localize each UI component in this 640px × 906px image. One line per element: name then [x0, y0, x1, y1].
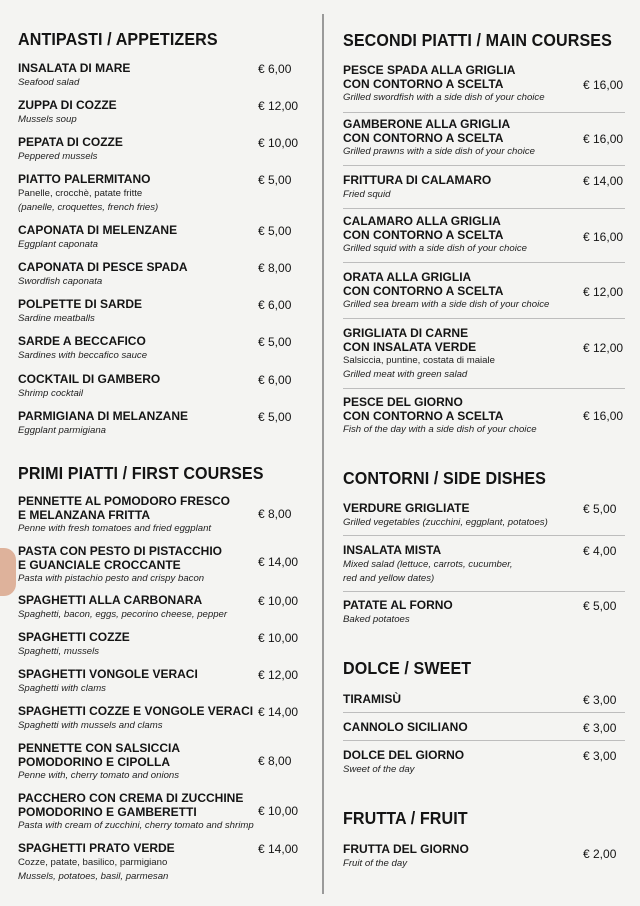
item-desc: Panelle, crocchè, patate fritte: [18, 187, 143, 199]
item-name: INSALATA MISTA: [343, 543, 442, 557]
menu-item: [343, 843, 625, 871]
item-desc: Peppered mussels: [18, 150, 98, 162]
item-price: € 5,00: [583, 502, 617, 516]
item-desc: Grilled prawns with a side dish of your choice: [343, 146, 535, 157]
item-price: € 6,00: [258, 298, 292, 312]
item-name: SPAGHETTI COZZE: [18, 630, 130, 644]
item-desc: Grilled swordfish with a side dish of your choice: [343, 92, 545, 103]
item-separator: [343, 712, 625, 713]
item-price: € 3,00: [583, 721, 617, 735]
menu-item: [18, 298, 303, 326]
item-separator: [343, 318, 625, 319]
item-desc: Fish of the day with a side dish of your choice: [343, 424, 537, 435]
item-desc: Sardines with beccafico sauce: [18, 349, 148, 361]
item-desc: Spaghetti with mussels and clams: [18, 719, 163, 731]
item-price: € 14,00: [583, 174, 624, 188]
item-name: VERDURE GRIGLIATE: [343, 501, 470, 515]
item-name: GAMBERONE ALLA GRIGLIA: [343, 117, 511, 131]
menu-item: [18, 668, 303, 696]
item-name: INSALATA DI MARE: [18, 61, 131, 75]
item-separator: [343, 740, 625, 741]
item-price: € 3,00: [583, 749, 617, 763]
item-desc: Fruit of the day: [343, 857, 407, 869]
item-name: DOLCE DEL GIORNO: [343, 748, 465, 762]
item-desc: Sardine meatballs: [18, 312, 95, 324]
item-desc: Eggplant parmigiana: [18, 424, 107, 436]
section-title-antipasti: ANTIPASTI / APPETIZERS: [18, 29, 218, 49]
item-desc: Spaghetti, mussels: [18, 645, 100, 657]
item-name: SPAGHETTI PRATO VERDE: [18, 841, 175, 855]
menu-item: [343, 174, 625, 202]
item-price: € 3,00: [583, 693, 617, 707]
item-price: € 14,00: [258, 842, 299, 856]
item-price: € 5,00: [258, 173, 292, 187]
item-desc: Penne with fresh tomatoes and fried eggplant: [18, 523, 212, 534]
item-name: ZUPPA DI COZZE: [18, 98, 117, 112]
finger-shadow: [0, 548, 16, 596]
item-desc-translation: Mussels, potatoes, basil, parmesan: [18, 870, 169, 882]
item-price: € 5,00: [258, 335, 292, 349]
menu-item: [343, 749, 625, 777]
item-desc: Pasta with cream of zucchini, cherry tomato and shrimp: [18, 820, 254, 831]
item-price: € 16,00: [583, 409, 624, 423]
item-desc: Grilled vegetables (zucchini, eggplant, potatoes): [343, 516, 548, 528]
item-separator: [343, 208, 625, 209]
menu-item: [343, 544, 625, 586]
item-price: € 14,00: [258, 705, 299, 719]
menu-item: [343, 327, 625, 382]
item-desc: Sweet of the day: [343, 763, 415, 775]
menu-item: [18, 594, 303, 622]
item-name: CAPONATA DI MELENZANE: [18, 223, 178, 237]
item-desc: Cozze, patate, basilico, parmigiano: [18, 856, 168, 868]
item-desc: Spaghetti, bacon, eggs, pecorino cheese, pepper: [18, 608, 228, 620]
menu-item: [343, 118, 625, 159]
item-price: € 12,00: [583, 341, 624, 355]
item-desc: Grilled squid with a side dish of your choice: [343, 243, 527, 254]
menu-item: [18, 842, 303, 884]
item-price: € 10,00: [258, 631, 299, 645]
item-price: € 14,00: [258, 555, 299, 569]
item-name: PATATE AL FORNO: [343, 598, 453, 612]
menu-item: [18, 173, 303, 215]
item-name-line2: CON CONTORNO A SCELTA: [343, 76, 504, 91]
item-price: € 16,00: [583, 132, 624, 146]
item-separator: [343, 535, 625, 536]
item-desc-translation: Grilled meat with green salad: [343, 369, 468, 380]
item-name: PESCE DEL GIORNO: [343, 395, 463, 409]
item-name: PENNETTE CON SALSICCIA: [18, 741, 181, 755]
menu-item: [18, 373, 303, 401]
item-price: € 5,00: [258, 410, 292, 424]
menu-item: [343, 502, 625, 530]
item-name: SPAGHETTI COZZE E VONGOLE VERACI: [18, 704, 254, 718]
menu-item: [18, 410, 303, 438]
section-title-secondi: SECONDI PIATTI / MAIN COURSES: [343, 30, 612, 50]
item-name-line2: CON CONTORNO A SCELTA: [343, 227, 504, 242]
item-desc-line2: red and yellow dates): [343, 572, 435, 584]
item-name: CAPONATA DI PESCE SPADA: [18, 260, 188, 274]
item-price: € 5,00: [258, 224, 292, 238]
item-price: € 6,00: [258, 62, 292, 76]
section-title-contorni: CONTORNI / SIDE DISHES: [343, 468, 547, 488]
item-desc: Pasta with pistachio pesto and crispy bacon: [18, 573, 205, 584]
item-name: POLPETTE DI SARDE: [18, 297, 143, 311]
item-name: PACCHERO CON CREMA DI ZUCCHINE: [18, 791, 244, 805]
item-name: PEPATA DI COZZE: [18, 135, 123, 149]
item-desc: Penne with, cherry tomato and onions: [18, 770, 180, 781]
item-desc: Seafood salad: [18, 76, 80, 88]
menu-item: [343, 721, 625, 735]
item-desc: Eggplant caponata: [18, 238, 99, 250]
item-desc: Salsiccia, puntine, costata di maiale: [343, 355, 495, 366]
item-desc: Spaghetti with clams: [18, 682, 106, 694]
item-price: € 8,00: [258, 507, 292, 521]
item-name-line2: POMODORINO E GAMBERETTI: [18, 804, 197, 819]
item-separator: [343, 262, 625, 263]
item-name: PESCE SPADA ALLA GRIGLIA: [343, 63, 516, 77]
item-name-line2: CON CONTORNO A SCELTA: [343, 408, 504, 423]
item-name: PENNETTE AL POMODORO FRESCO: [18, 494, 231, 508]
section-title-frutta: FRUTTA / FRUIT: [343, 808, 468, 828]
menu-item: [18, 495, 303, 536]
menu-item: [343, 215, 625, 256]
item-name: COCKTAIL DI GAMBERO: [18, 372, 161, 386]
item-desc: Grilled sea bream with a side dish of your choice: [343, 299, 550, 310]
menu-item: [18, 261, 303, 289]
menu-item: [18, 742, 303, 783]
item-desc-translation: (panelle, croquettes, french fries): [18, 201, 159, 213]
menu-item: [18, 99, 303, 127]
item-name: GRIGLIATA DI CARNE: [343, 326, 469, 340]
item-price: € 5,00: [583, 599, 617, 613]
item-name-line2: CON INSALATA VERDE: [343, 339, 477, 354]
item-name: CANNOLO SICILIANO: [343, 720, 468, 734]
column-divider: [322, 14, 324, 894]
item-name-line2: CON CONTORNO A SCELTA: [343, 130, 504, 145]
menu-item: [343, 599, 625, 627]
menu-item: [18, 62, 303, 90]
section-title-primi: PRIMI PIATTI / FIRST COURSES: [18, 463, 264, 483]
item-price: € 12,00: [583, 285, 624, 299]
item-price: € 2,00: [583, 847, 617, 861]
item-price: € 10,00: [258, 594, 299, 608]
menu-item: [18, 224, 303, 252]
menu-item: [18, 545, 303, 586]
item-price: € 6,00: [258, 373, 292, 387]
item-name: TIRAMISÙ: [343, 692, 401, 706]
item-name-line2: CON CONTORNO A SCELTA: [343, 283, 504, 298]
item-name-line2: E GUANCIALE CROCCANTE: [18, 557, 181, 572]
menu-item: [343, 396, 625, 437]
item-name: SARDE A BECCAFICO: [18, 334, 146, 348]
item-price: € 8,00: [258, 754, 292, 768]
item-name: FRUTTA DEL GIORNO: [343, 842, 469, 856]
item-desc: Fried squid: [343, 188, 391, 200]
item-price: € 10,00: [258, 804, 299, 818]
menu-item: [343, 271, 625, 312]
item-name: FRITTURA DI CALAMARO: [343, 173, 492, 187]
item-separator: [343, 388, 625, 389]
menu-item: [18, 705, 303, 733]
item-price: € 16,00: [583, 230, 624, 244]
section-title-dolce: DOLCE / SWEET: [343, 658, 472, 678]
item-desc: Baked potatoes: [343, 613, 410, 625]
menu-item: [18, 792, 303, 833]
item-name: PIATTO PALERMITANO: [18, 172, 151, 186]
item-name: CALAMARO ALLA GRIGLIA: [343, 214, 501, 228]
menu-item: [18, 631, 303, 659]
item-desc: Shrimp cocktail: [18, 387, 84, 399]
item-price: € 12,00: [258, 99, 299, 113]
item-name: ORATA ALLA GRIGLIA: [343, 270, 472, 284]
menu-item: [18, 136, 303, 164]
item-price: € 4,00: [583, 544, 617, 558]
item-desc: Swordfish caponata: [18, 275, 103, 287]
item-desc: Mixed salad (lettuce, carrots, cucumber,: [343, 558, 513, 570]
item-price: € 16,00: [583, 78, 624, 92]
item-separator: [343, 591, 625, 592]
menu-item: [343, 693, 625, 707]
item-name: SPAGHETTI VONGOLE VERACI: [18, 667, 198, 681]
item-name: SPAGHETTI ALLA CARBONARA: [18, 593, 203, 607]
item-separator: [343, 165, 625, 166]
item-price: € 10,00: [258, 136, 299, 150]
item-desc: Mussels soup: [18, 113, 77, 125]
item-name-line2: POMODORINO E CIPOLLA: [18, 754, 171, 769]
menu-item: [18, 335, 303, 363]
item-price: € 8,00: [258, 261, 292, 275]
item-price: € 12,00: [258, 668, 299, 682]
item-name-line2: E MELANZANA FRITTA: [18, 507, 150, 522]
item-separator: [343, 112, 625, 113]
menu-item: [343, 64, 625, 105]
item-name: PASTA CON PESTO DI PISTACCHIO: [18, 544, 223, 558]
item-name: PARMIGIANA DI MELANZANE: [18, 409, 188, 423]
